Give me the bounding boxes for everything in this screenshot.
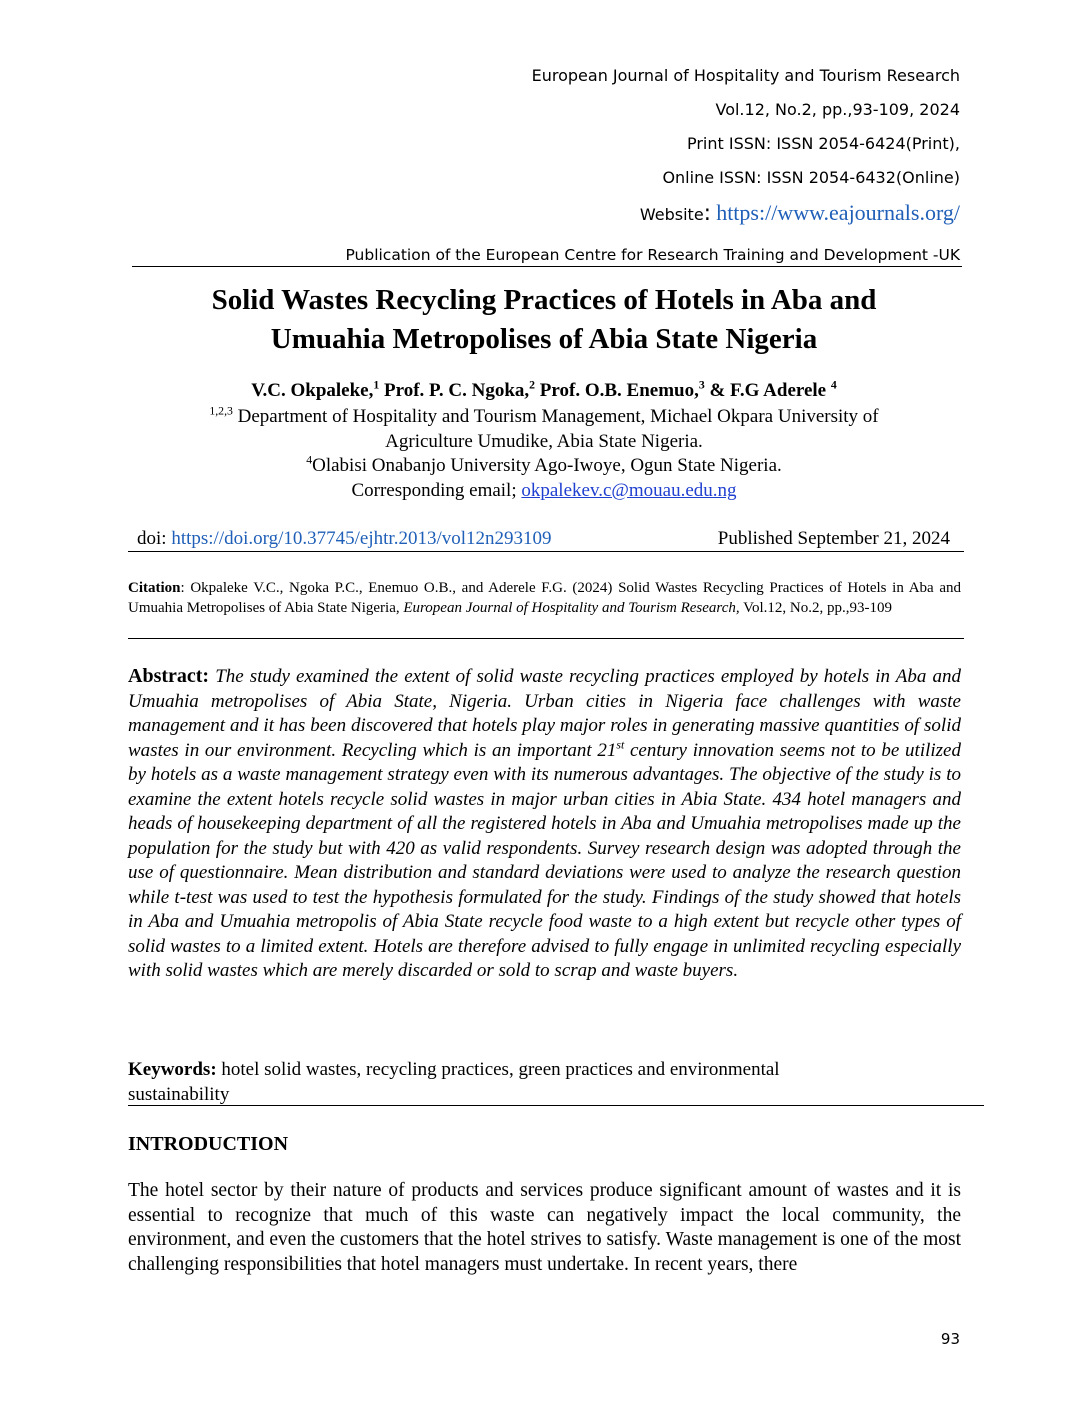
introduction-heading: INTRODUCTION bbox=[128, 1133, 289, 1155]
page-number: 93 bbox=[940, 1330, 960, 1348]
abstract-text-part-1: The study examined the extent of solid waste recycling practices employed by hotels in Aba and Umuahia metropolises of Abia State, Nigeria. Urban cities in Nigeria face challenges with waste management and it has been discovered that hotels play major roles in generating massive quantities of solid wastes in our environment. Recycling which is an important 21 bbox=[128, 666, 961, 761]
citation-text: : Okpaleke V.C., Ngoka P.C., Enemuo O.B., and Aderele F.G. (2024) Solid Wastes Recycling Practices of Hotels in Aba and Umuahia Metropolises of Abia State Nigeria, bbox=[128, 580, 961, 616]
affiliation-2 bbox=[80, 455, 1008, 477]
email-link[interactable]: okpalekev.c@mouau.edu.ng bbox=[521, 480, 737, 501]
published-date: Published September 21, 2024 bbox=[717, 528, 950, 549]
abstract-text-part-2: century innovation seems not to be utilized by hotels as a waste management strategy even with its numerous advantages. The objective of the study is to examine the extent hotels recycle solid wastes in major urban cities in Abia State. 434 hotel managers and heads of housekeeping department of all the registered hotels in Aba and Umuahia metropolises made up the population for the study but with 420 as valid respondents. Survey research design was adopted through the use of questionnaire. Mean distribution and standard deviations were used to analyze the research question while t-test was used to test the hypothesis formulated for the study. Findings of the study showed that hotels in Aba and Umuahia metropolis of Abia State recycle food waste to a high extent but recycle other types of solid wastes to a limited extent. Hotels are therefore advised to fully engage in unlimited recycling especially with solid wastes which are merely discarded or sold to scrap and waste buyers. bbox=[128, 739, 961, 981]
corresponding-email-line bbox=[80, 480, 1008, 502]
title-line-2: Umuahia Metropolises of Abia State Nigeria bbox=[270, 323, 818, 355]
keywords-divider bbox=[128, 1105, 984, 1106]
author-4: & F.G Aderele bbox=[704, 380, 831, 401]
affiliation-1-line-2: Agriculture Umudike, Abia State Nigeria. bbox=[385, 431, 703, 452]
author-3: Prof. O.B. Enemuo, bbox=[535, 380, 699, 401]
abstract-block bbox=[128, 664, 961, 984]
email-label: Corresponding email; bbox=[351, 480, 522, 501]
publication-line: Publication of the European Centre for Research Training and Development -UK bbox=[345, 246, 960, 264]
title-line-1: Solid Wastes Recycling Practices of Hotels in Aba and bbox=[211, 284, 877, 316]
author-1: V.C. Okpaleke, bbox=[251, 380, 374, 401]
citation-block bbox=[128, 578, 961, 618]
affiliation-1-sup: 1,2,3 bbox=[209, 404, 233, 418]
doi-link[interactable]: https://doi.org/10.37745/ejhtr.2013/vol12n293109 bbox=[171, 528, 552, 549]
affiliation-2-sup: 4 bbox=[306, 453, 313, 467]
affiliation-2-text: Olabisi Onabanjo University Ago-Iwoye, Ogun State Nigeria. bbox=[312, 455, 782, 476]
doi-label: doi: bbox=[137, 528, 172, 549]
citation-label: Citation bbox=[128, 580, 181, 596]
citation-volume: Vol.12, No.2, pp.,93-109 bbox=[739, 600, 892, 616]
abstract-label: Abstract: bbox=[128, 665, 210, 687]
website-label: Website bbox=[639, 205, 704, 224]
website-line bbox=[640, 200, 960, 226]
website-colon: : bbox=[703, 201, 712, 226]
keywords-label: Keywords: bbox=[128, 1059, 217, 1080]
author-2: Prof. P. C. Ngoka, bbox=[379, 380, 530, 401]
header-divider bbox=[132, 266, 962, 267]
introduction-paragraph: The hotel sector by their nature of products and services produce significant amount of wastes and it is essential to recognize that much of this waste can negatively impact the local community, the environment, and even the customers that the hotel strives to satisfy. Waste management is one of the most challenging responsibilities that hotel managers must undertake. In recent years, there bbox=[128, 1180, 961, 1275]
volume-info: Vol.12, No.2, pp.,93-109, 2024 bbox=[715, 100, 960, 119]
affiliation-1-line-1 bbox=[80, 406, 1008, 428]
paper-title bbox=[80, 281, 1008, 359]
keywords-line-1: hotel solid wastes, recycling practices, green practices and environmental bbox=[216, 1059, 780, 1080]
abstract-superscript: st bbox=[616, 738, 625, 752]
authors-line bbox=[80, 380, 1008, 402]
citation-divider bbox=[128, 638, 964, 639]
keywords-block bbox=[128, 1057, 961, 1107]
doi-line bbox=[137, 528, 552, 550]
website-link[interactable]: https://www.eajournals.org/ bbox=[716, 200, 960, 225]
online-issn: Online ISSN: ISSN 2054-6432(Online) bbox=[662, 168, 960, 187]
affiliation-1-text: Department of Hospitality and Tourism Management, Michael Okpara University of bbox=[232, 406, 879, 427]
print-issn: Print ISSN: ISSN 2054-6424(Print), bbox=[686, 134, 960, 153]
author-2-sup: 2 bbox=[529, 378, 536, 392]
doi-divider bbox=[128, 551, 964, 552]
author-3-sup: 3 bbox=[698, 378, 705, 392]
author-4-sup: 4 bbox=[830, 378, 837, 392]
journal-name: European Journal of Hospitality and Tourism Research bbox=[531, 66, 960, 85]
citation-journal: European Journal of Hospitality and Tourism Research, bbox=[403, 600, 740, 616]
author-1-sup: 1 bbox=[373, 378, 380, 392]
keywords-line-2: sustainability bbox=[128, 1084, 230, 1105]
